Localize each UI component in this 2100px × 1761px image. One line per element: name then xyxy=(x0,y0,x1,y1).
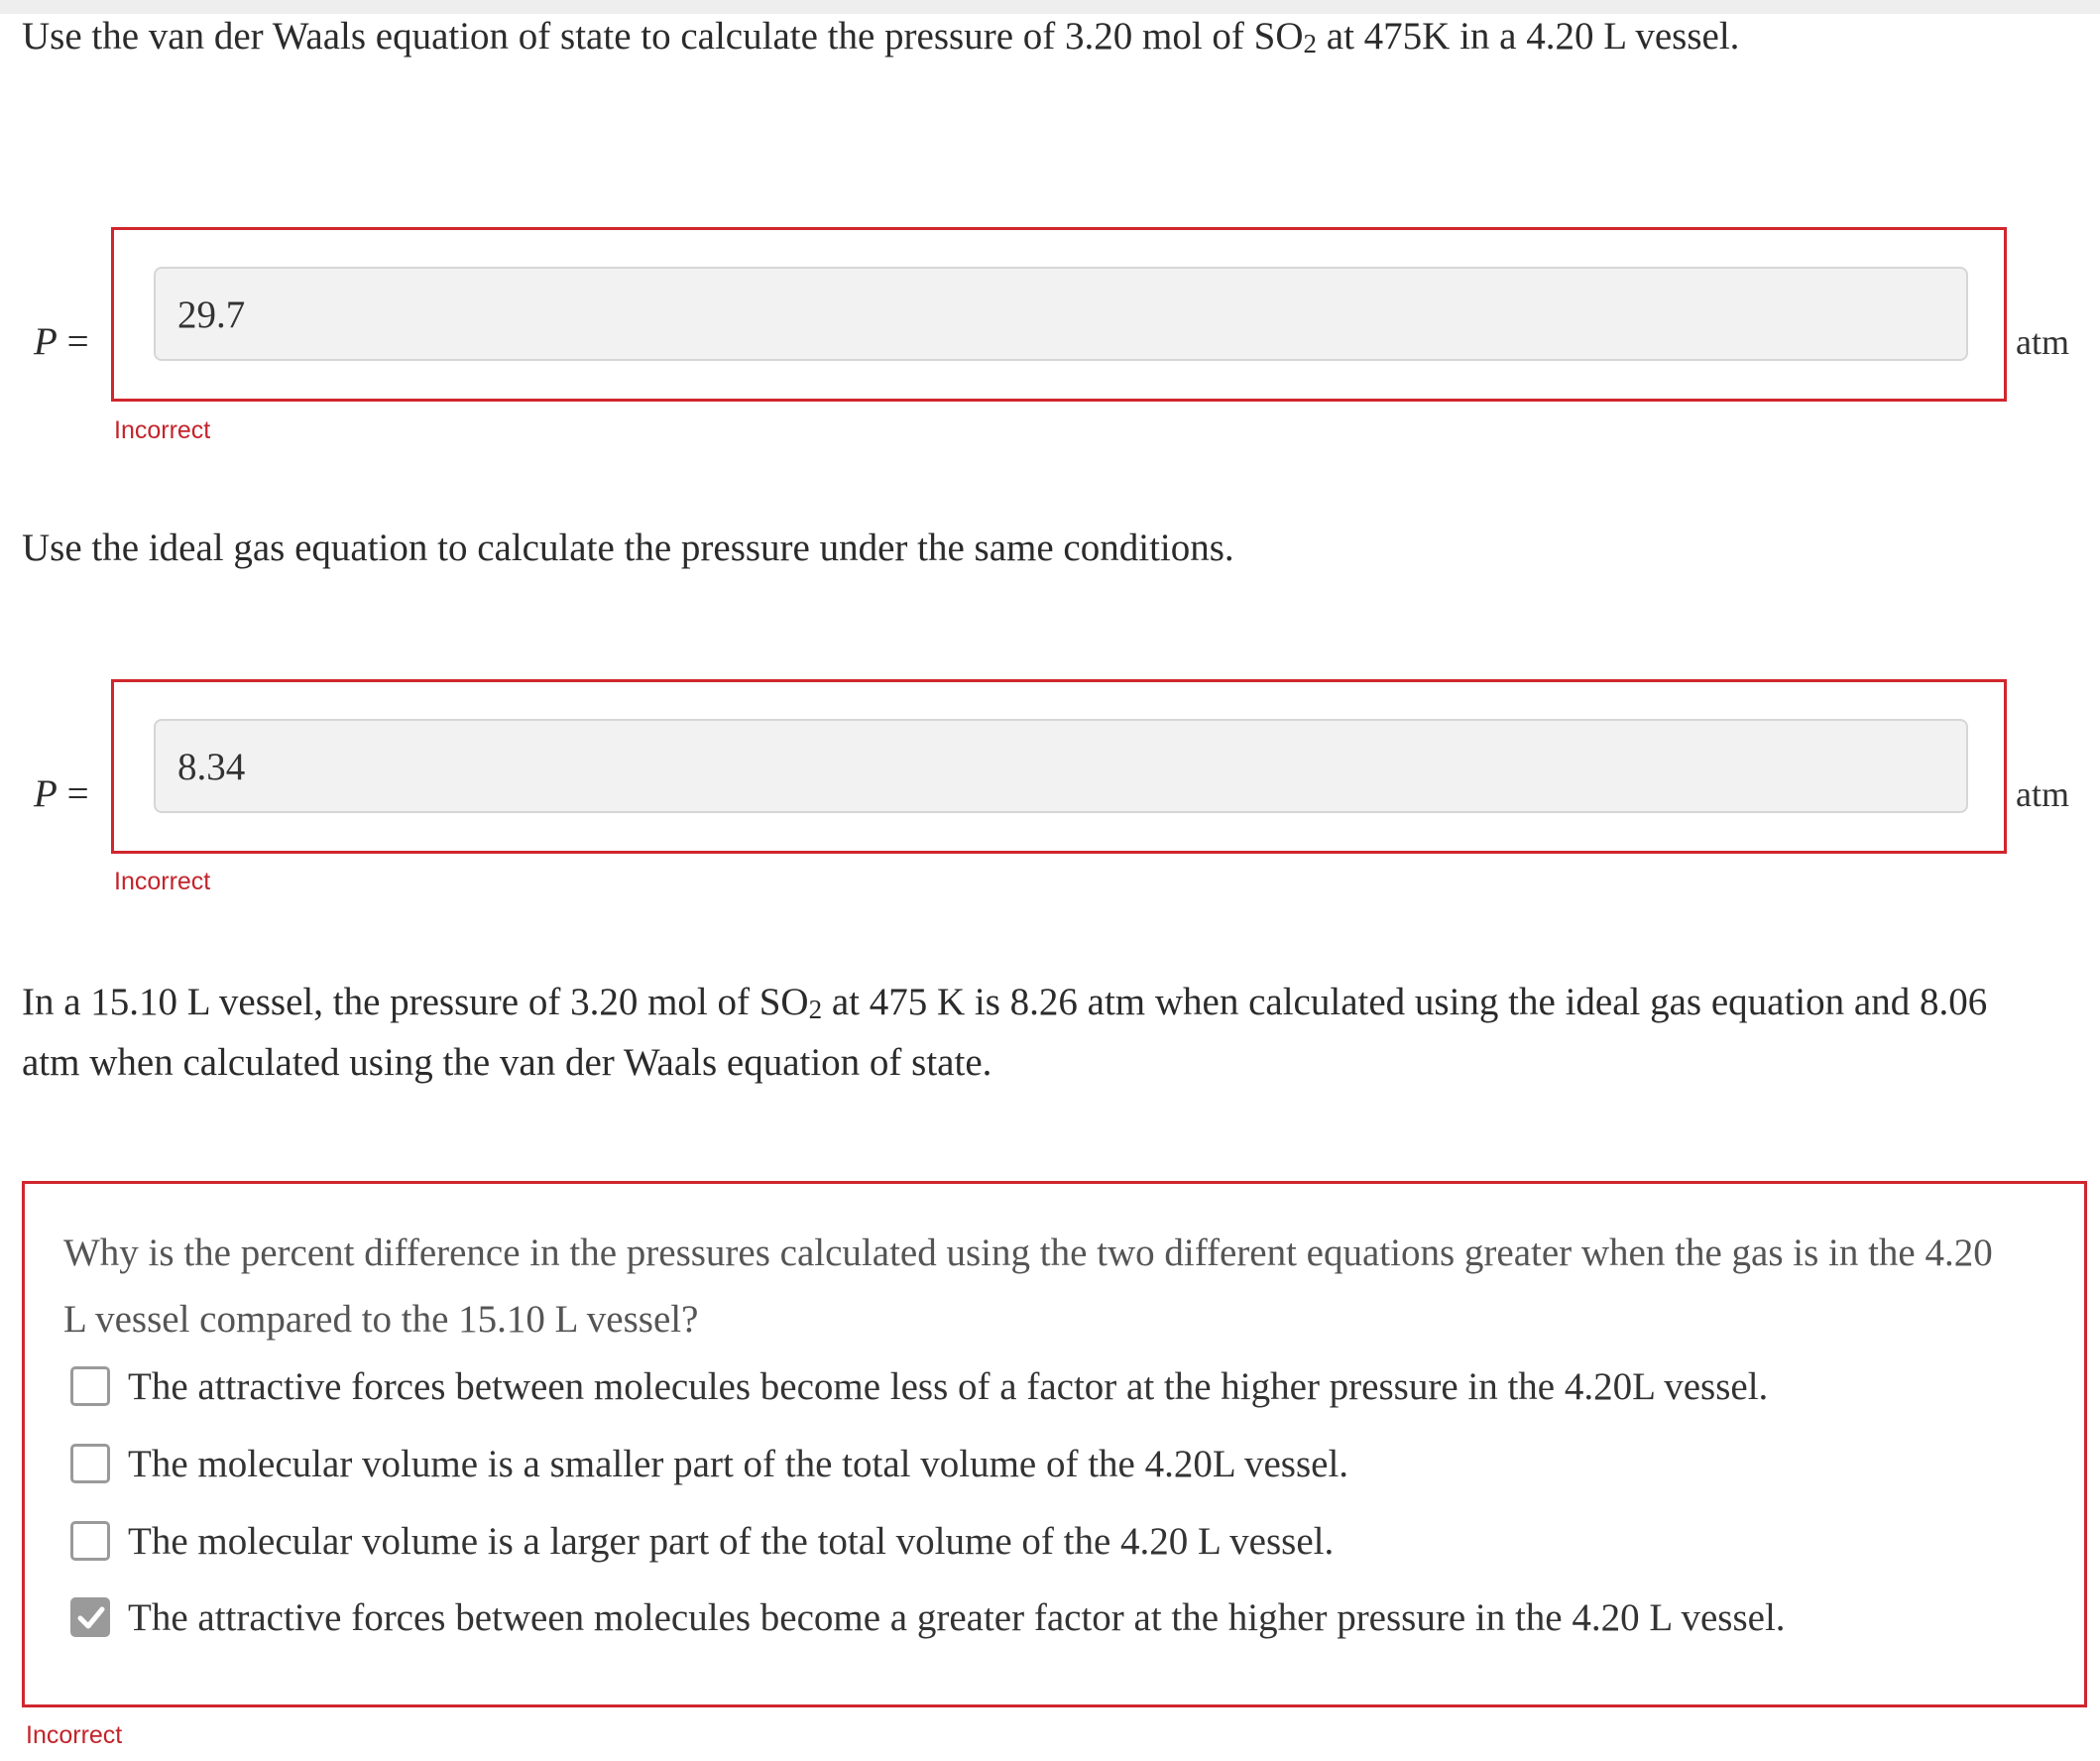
question-3-prompt: Why is the percent difference in the pressures calculated using the two different equations greater when the gas is in the 4.20 L vessel compared to the 15.10 L vessel? xyxy=(63,1232,1993,1341)
feedback-1: Incorrect xyxy=(114,416,211,444)
feedback-2: Incorrect xyxy=(114,868,211,895)
pressure-label-1: P = xyxy=(34,320,89,363)
unit-label-2: atm xyxy=(2016,774,2069,814)
option-4-checkbox[interactable] xyxy=(70,1597,110,1637)
pressure-input-1[interactable]: 29.7 xyxy=(154,267,1968,361)
checkmark-icon xyxy=(77,1605,105,1631)
answer-box-1 xyxy=(111,227,2007,402)
pressure-input-2[interactable]: 8.34 xyxy=(154,719,1968,813)
option-3[interactable] xyxy=(70,1518,1334,1564)
option-2[interactable] xyxy=(70,1441,1348,1486)
option-3-label: The molecular volume is a larger part of the total volume of the 4.20 L vessel. xyxy=(128,1519,1335,1563)
unit-label-1: atm xyxy=(2016,322,2069,362)
answer-box-2 xyxy=(111,679,2007,854)
feedback-3: Incorrect xyxy=(26,1721,123,1749)
option-2-label: The molecular volume is a smaller part of the total volume of the 4.20L vessel. xyxy=(128,1442,1349,1485)
option-1-label: The attractive forces between molecules become less of a factor at the higher pressure in the 4.20L vessel. xyxy=(128,1364,1769,1408)
option-1-checkbox[interactable] xyxy=(70,1366,110,1406)
info-paragraph: In a 15.10 L vessel, the pressure of 3.20 mol of $SO_2$ at 475 K is 8.26 atm when calculated using the ideal gas equation and 8.06 atm when calculated using the van der Waals equation of state. xyxy=(22,981,1988,1084)
question-2-text: Use the ideal gas equation to calculate the pressure under the same conditions. xyxy=(22,527,1234,569)
question-1-text: Use the van der Waals equation of state to calculate the pressure of 3.20 mol of $SO_2$ at 475K in a 4.20 L vessel. xyxy=(22,15,1740,59)
option-3-checkbox[interactable] xyxy=(70,1521,110,1561)
option-2-checkbox[interactable] xyxy=(70,1444,110,1483)
pressure-label-2: P = xyxy=(34,772,89,815)
multiple-choice-box xyxy=(22,1181,2087,1707)
option-4[interactable] xyxy=(70,1594,1786,1640)
option-1[interactable] xyxy=(70,1363,1768,1409)
option-4-label: The attractive forces between molecules become a greater factor at the higher pressure in the 4.20 L vessel. xyxy=(128,1595,1786,1639)
